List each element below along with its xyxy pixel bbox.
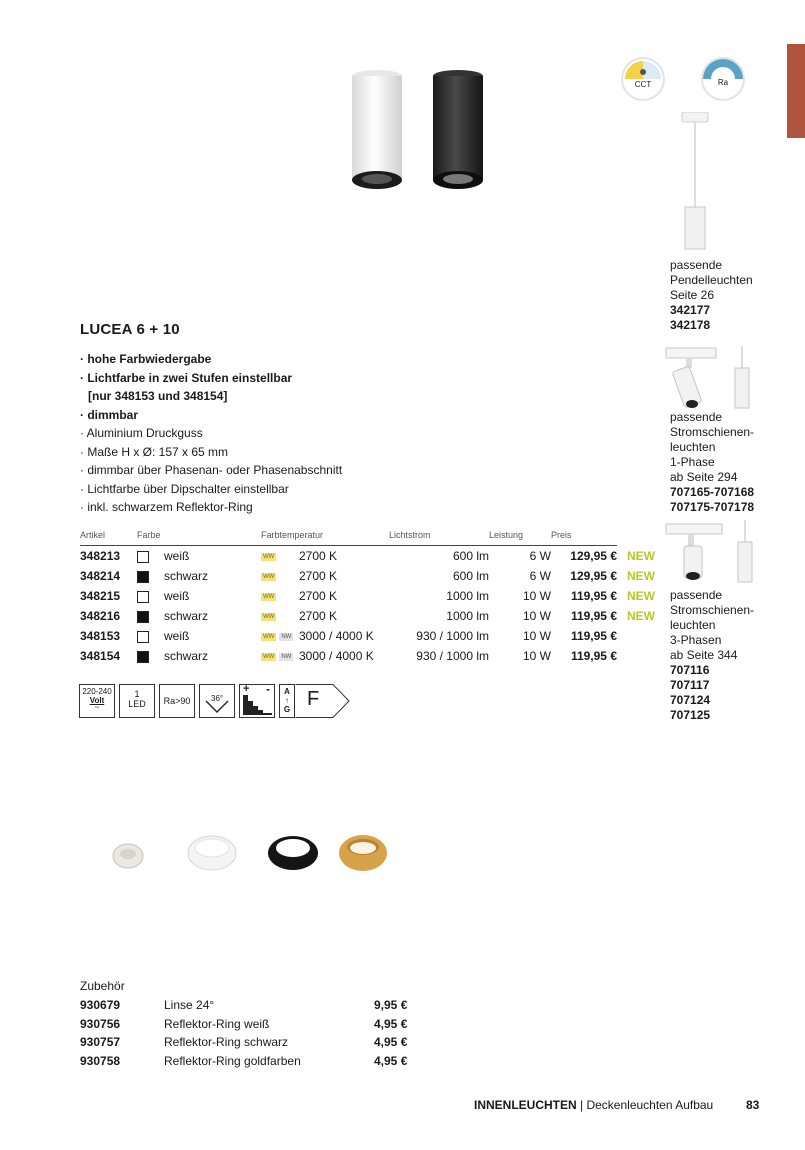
new-badge: NEW xyxy=(627,589,655,603)
accessory-article: 930757 xyxy=(80,1035,121,1050)
header-lichtstrom: Lichtstrom xyxy=(389,528,489,546)
header-farbtemperatur: Farbtemperatur xyxy=(261,528,389,546)
color-temperature: 3000 / 4000 K xyxy=(299,629,374,643)
color-swatch xyxy=(137,631,149,643)
color-swatch xyxy=(137,651,149,663)
color-temperature: 2700 K xyxy=(299,589,338,603)
side-article: 707165-707168 xyxy=(670,485,755,499)
color-temp-tags xyxy=(261,566,299,586)
luminous-flux: 600 lm xyxy=(452,569,489,583)
white-ring-image xyxy=(188,836,236,870)
color-temp-tag: WW xyxy=(263,613,275,620)
color-swatch xyxy=(137,551,149,563)
accessory-photos xyxy=(100,826,410,882)
beam-angle-icon: 36° xyxy=(199,684,235,718)
feature-item: · Lichtfarbe in zwei Stufen einstellbar xyxy=(80,370,293,385)
accessory-name: Reflektor-Ring schwarz xyxy=(164,1035,289,1050)
color-swatch-cell xyxy=(137,646,164,666)
accessories-table xyxy=(80,996,407,1070)
color-name: weiß xyxy=(164,549,190,563)
product-table xyxy=(80,528,665,666)
new-badge: NEW xyxy=(627,548,655,563)
color-name: schwarz xyxy=(164,609,209,623)
side-article: 707124 xyxy=(670,693,711,707)
voltage-icon: 220-240 Volt ~ xyxy=(79,684,115,718)
color-temp-tags xyxy=(261,606,299,626)
accessory-article: 930679 xyxy=(80,998,121,1013)
side-strom1-block xyxy=(670,410,754,515)
header-artikel: Artikel xyxy=(80,528,137,546)
new-badge xyxy=(617,626,665,646)
color-name: weiß xyxy=(164,629,190,643)
accessory-row xyxy=(80,1015,407,1034)
new-badge xyxy=(617,646,665,666)
side-line: leuchten xyxy=(670,440,716,454)
feature-item: [nur 348153 und 348154] xyxy=(88,389,228,403)
cct-badge: CCT xyxy=(620,56,666,102)
side-line: passende xyxy=(670,258,723,272)
color-swatch xyxy=(137,571,149,583)
price: 129,95 € xyxy=(570,549,617,563)
footer-subsection: Deckenleuchten Aufbau xyxy=(586,1098,714,1112)
price: 119,95 € xyxy=(570,609,617,623)
color-name: schwarz xyxy=(164,649,209,663)
price: 119,95 € xyxy=(570,589,617,603)
color-temperature: 3000 / 4000 K xyxy=(299,649,374,663)
power: 6 W xyxy=(529,569,551,583)
track-light-3phase-image xyxy=(664,520,764,586)
chapter-tab-marker xyxy=(787,44,805,138)
feature-item: · dimmbar xyxy=(80,407,139,422)
led-icon: 1 LED xyxy=(119,684,155,718)
page-number: 83 xyxy=(746,1098,760,1112)
side-line: ab Seite 344 xyxy=(670,648,738,662)
article-number: 348216 xyxy=(80,609,121,623)
color-swatch-cell xyxy=(137,626,164,646)
side-article: 342177 xyxy=(670,303,711,317)
pendant-lamp-image xyxy=(676,112,716,252)
footer-separator: | xyxy=(576,1098,587,1112)
side-article: 707125 xyxy=(670,708,711,722)
price: 129,95 € xyxy=(570,569,617,583)
accessory-row xyxy=(80,1033,407,1052)
power: 10 W xyxy=(522,609,551,623)
feature-item: · hohe Farbwiedergabe xyxy=(80,352,212,366)
header-preis: Preis xyxy=(551,528,617,546)
feature-item: · inkl. schwarzem Reflektor-Ring xyxy=(80,500,253,514)
luminous-flux: 930 / 1000 lm xyxy=(416,629,489,643)
table-row xyxy=(80,586,665,606)
feature-item: · Lichtfarbe über Dipschalter einstellbar xyxy=(80,481,289,496)
accessory-name: Reflektor-Ring goldfarben xyxy=(164,1053,301,1068)
track-light-1phase-image xyxy=(664,344,764,414)
dimmable-icon: + - xyxy=(239,684,275,718)
accessory-article: 930758 xyxy=(80,1053,121,1068)
side-pendel-block xyxy=(670,258,753,333)
feature-item: · dimmbar über Phasenan- oder Phasenabschnitt xyxy=(80,463,343,477)
color-temp-tag: WW xyxy=(263,653,275,660)
header-farbe: Farbe xyxy=(137,528,261,546)
article-number: 348153 xyxy=(80,629,121,643)
color-temp-tag: NW xyxy=(281,633,292,640)
article-number: 348214 xyxy=(80,569,121,583)
accessory-price: 4,95 € xyxy=(374,1035,408,1050)
color-temp-tag: WW xyxy=(263,633,275,640)
table-header-row xyxy=(80,528,665,546)
side-article: 707175-707178 xyxy=(670,500,755,514)
color-temperature: 2700 K xyxy=(299,549,338,563)
side-line: Seite 26 xyxy=(670,288,715,302)
side-strom3-block xyxy=(670,588,754,723)
color-swatch xyxy=(137,611,149,623)
side-line: passende xyxy=(670,410,723,424)
side-line: 3-Phasen xyxy=(670,633,722,647)
energy-class-arrow-icon xyxy=(295,684,351,718)
accessories-title: Zubehör xyxy=(80,979,125,993)
color-swatch-cell xyxy=(137,566,164,586)
color-temp-tag: WW xyxy=(263,593,275,600)
color-temp-tags xyxy=(261,586,299,606)
power: 10 W xyxy=(522,629,551,643)
accessory-name: Reflektor-Ring weiß xyxy=(164,1016,270,1031)
lens-image xyxy=(113,844,143,868)
side-line: passende xyxy=(670,588,723,602)
color-swatch-cell xyxy=(137,546,164,567)
luminous-flux: 930 / 1000 lm xyxy=(416,649,489,663)
side-line: 1-Phase xyxy=(670,455,715,469)
feature-list xyxy=(80,350,342,517)
color-temp-tag: WW xyxy=(263,553,275,560)
color-swatch-cell xyxy=(137,586,164,606)
ra-badge: Ra xyxy=(700,56,746,102)
article-number: 348215 xyxy=(80,589,121,603)
table-row xyxy=(80,606,665,626)
color-temp-tags xyxy=(261,626,299,646)
side-article: 707116 xyxy=(670,663,710,677)
feature-item: · Aluminium Druckguss xyxy=(80,426,203,440)
ra-index-icon: Ra>90 xyxy=(159,684,195,718)
footer-section: INNENLEUCHTEN xyxy=(474,1098,577,1112)
accessory-price: 4,95 € xyxy=(374,1016,408,1031)
side-article: 707117 xyxy=(670,678,710,692)
article-number: 348154 xyxy=(80,649,121,663)
table-row xyxy=(80,646,665,666)
power: 10 W xyxy=(522,589,551,603)
luminous-flux: 1000 lm xyxy=(446,589,489,603)
power: 10 W xyxy=(522,649,551,663)
color-swatch xyxy=(137,591,149,603)
price: 119,95 € xyxy=(570,629,617,643)
color-temperature: 2700 K xyxy=(299,609,338,623)
product-title: LUCEA 6 + 10 xyxy=(80,321,180,338)
side-line: Stromschienen- xyxy=(670,603,755,617)
side-line: Pendelleuchten xyxy=(670,273,753,287)
black-ring-image xyxy=(268,836,318,870)
accessory-price: 4,95 € xyxy=(374,1053,408,1068)
color-temp-tag: WW xyxy=(263,573,275,580)
accessory-row xyxy=(80,996,407,1015)
color-temp-tag: NW xyxy=(281,653,292,660)
accessory-row xyxy=(80,1052,407,1071)
color-temp-tags xyxy=(261,646,299,666)
table-row xyxy=(80,566,665,586)
header-leistung: Leistung xyxy=(489,528,551,546)
new-badge: NEW xyxy=(627,569,655,583)
gold-ring-image xyxy=(339,835,387,871)
new-badge: NEW xyxy=(627,609,655,623)
side-line: leuchten xyxy=(670,618,716,632)
color-name: schwarz xyxy=(164,569,209,583)
table-row xyxy=(80,546,665,567)
article-number: 348213 xyxy=(80,549,121,563)
color-name: weiß xyxy=(164,589,190,603)
color-temperature: 2700 K xyxy=(299,569,338,583)
price: 119,95 € xyxy=(570,649,617,663)
side-line: ab Seite 294 xyxy=(670,470,738,484)
page-footer xyxy=(474,1098,713,1112)
accessory-price: 9,95 € xyxy=(374,998,408,1013)
energy-scale-icon: A ↑ G xyxy=(279,684,295,718)
color-swatch-cell xyxy=(137,606,164,626)
table-row xyxy=(80,626,665,646)
product-photo xyxy=(340,62,500,202)
luminous-flux: 600 lm xyxy=(452,549,489,563)
energy-class-label: F xyxy=(307,688,320,710)
accessory-article: 930756 xyxy=(80,1016,121,1031)
luminous-flux: 1000 lm xyxy=(446,609,489,623)
side-article: 342178 xyxy=(670,318,711,332)
feature-item: · Maße H x Ø: 157 x 65 mm xyxy=(80,444,229,459)
side-line: Stromschienen- xyxy=(670,425,755,439)
power: 6 W xyxy=(529,549,551,563)
accessory-name: Linse 24° xyxy=(164,998,215,1013)
color-temp-tags xyxy=(261,546,299,567)
